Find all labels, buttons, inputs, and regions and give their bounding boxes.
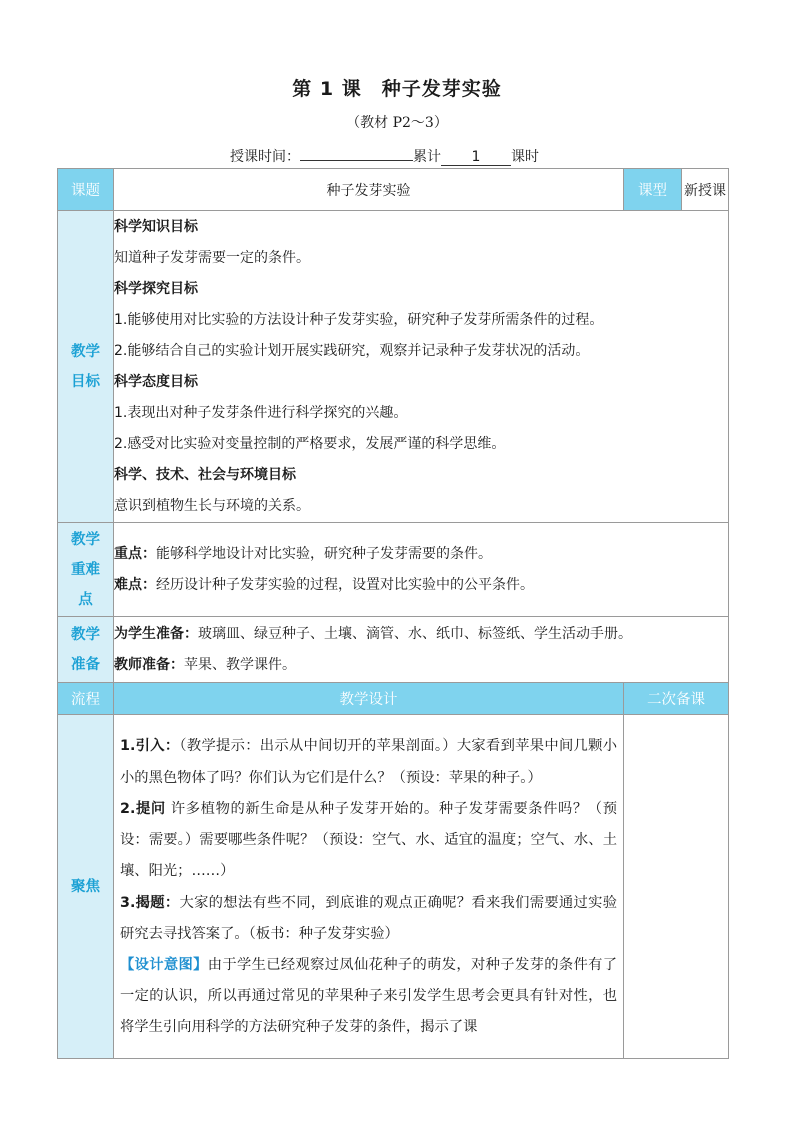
goal-item: 1.表现出对种子发芽条件进行科学探究的兴趣。 (114, 404, 408, 421)
cumulative-label: 累计 (413, 149, 441, 165)
lesson-title: 第 1 课 种子发芽实验 (292, 78, 502, 100)
focus-row (58, 715, 729, 1059)
goals-row (58, 211, 729, 523)
second-prep-cell (624, 715, 729, 1059)
design-header: 教学设计 (114, 683, 624, 715)
lesson-time-line (230, 144, 539, 166)
lesson-type-value: 新授课 (682, 169, 729, 211)
preparation-label: 教学 准备 (58, 617, 114, 683)
goal-heading: 科学探究目标 (114, 280, 198, 297)
topic-value: 种子发芽实验 (114, 169, 624, 211)
goal-item: 知道种子发芽需要一定的条件。 (114, 249, 310, 266)
reveal-paragraph: 3.揭题：大家的想法有些不同，到底谁的观点正确呢？看来我们需要通过实验研究去寻找答案了。（板书：种子发芽实验） (120, 894, 617, 942)
goal-heading: 科学态度目标 (114, 373, 198, 390)
second-prep-header: 二次备课 (624, 683, 729, 715)
question-paragraph: 2.提问 许多植物的新生命是从种子发芽开始的。种子发芽需要条件吗？（预设：需要。）需要哪些条件呢？（预设：空气、水、适宜的温度；空气、水、土壤、阳光；……） (120, 800, 617, 880)
flow-header: 流程 (58, 683, 114, 715)
period-unit: 课时 (511, 149, 539, 165)
key-points-label: 教学 重难 点 (58, 523, 114, 617)
lesson-type-label: 课型 (624, 169, 682, 211)
key-points-row (58, 523, 729, 617)
key-points-content (114, 523, 729, 617)
goals-label: 教学 目标 (58, 211, 114, 523)
topic-label: 课题 (58, 169, 114, 211)
lesson-time-label: 授课时间： (230, 149, 300, 165)
student-prep-line: 为学生准备：玻璃皿、绿豆种子、土壤、滴管、水、纸巾、标签纸、学生活动手册。 (114, 625, 632, 642)
design-intent-paragraph: 【设计意图】由于学生已经观察过凤仙花种子的萌发，对种子发芽的条件有了一定的认识，所以再通过常见的苹果种子来引发学生思考会更具有针对性，也将学生引向用科学的方法研究种子发芽的条件，揭示了课 (120, 956, 617, 1036)
key-point-line: 重点：能够科学地设计对比实验，研究种子发芽需要的条件。 (114, 545, 492, 562)
teacher-prep-line: 教师准备：苹果、教学课件。 (114, 656, 296, 673)
topic-row (58, 169, 729, 211)
preparation-content (114, 617, 729, 683)
cumulative-value: 1 (441, 149, 511, 166)
preparation-row (58, 617, 729, 683)
textbook-pages: （教材 P2～3） (346, 115, 448, 131)
goal-item: 1.能够使用对比实验的方法设计种子发芽实验，研究种子发芽所需条件的过程。 (114, 311, 604, 328)
goal-item: 意识到植物生长与环境的关系。 (114, 497, 310, 514)
goal-item: 2.感受对比实验对变量控制的严格要求，发展严谨的科学思维。 (114, 435, 506, 452)
goals-content (114, 211, 729, 523)
intro-paragraph: 1.引入：（教学提示：出示从中间切开的苹果剖面。）大家看到苹果中间几颗小小的黑色物体了吗？你们认为它们是什么？（预设：苹果的种子。） (120, 738, 617, 786)
flow-header-row (58, 683, 729, 715)
goal-heading: 科学知识目标 (114, 218, 198, 235)
goal-lines (114, 212, 728, 522)
lesson-plan-table (57, 168, 729, 1059)
lesson-time-blank (300, 144, 413, 161)
goal-heading: 科学、技术、社会与环境目标 (114, 466, 296, 483)
difficulty-line: 难点：经历设计种子发芽实验的过程，设置对比实验中的公平条件。 (114, 576, 534, 593)
focus-content (114, 715, 624, 1059)
focus-label: 聚焦 (58, 715, 114, 1059)
goal-item: 2.能够结合自己的实验计划开展实践研究，观察并记录种子发芽状况的活动。 (114, 342, 590, 359)
